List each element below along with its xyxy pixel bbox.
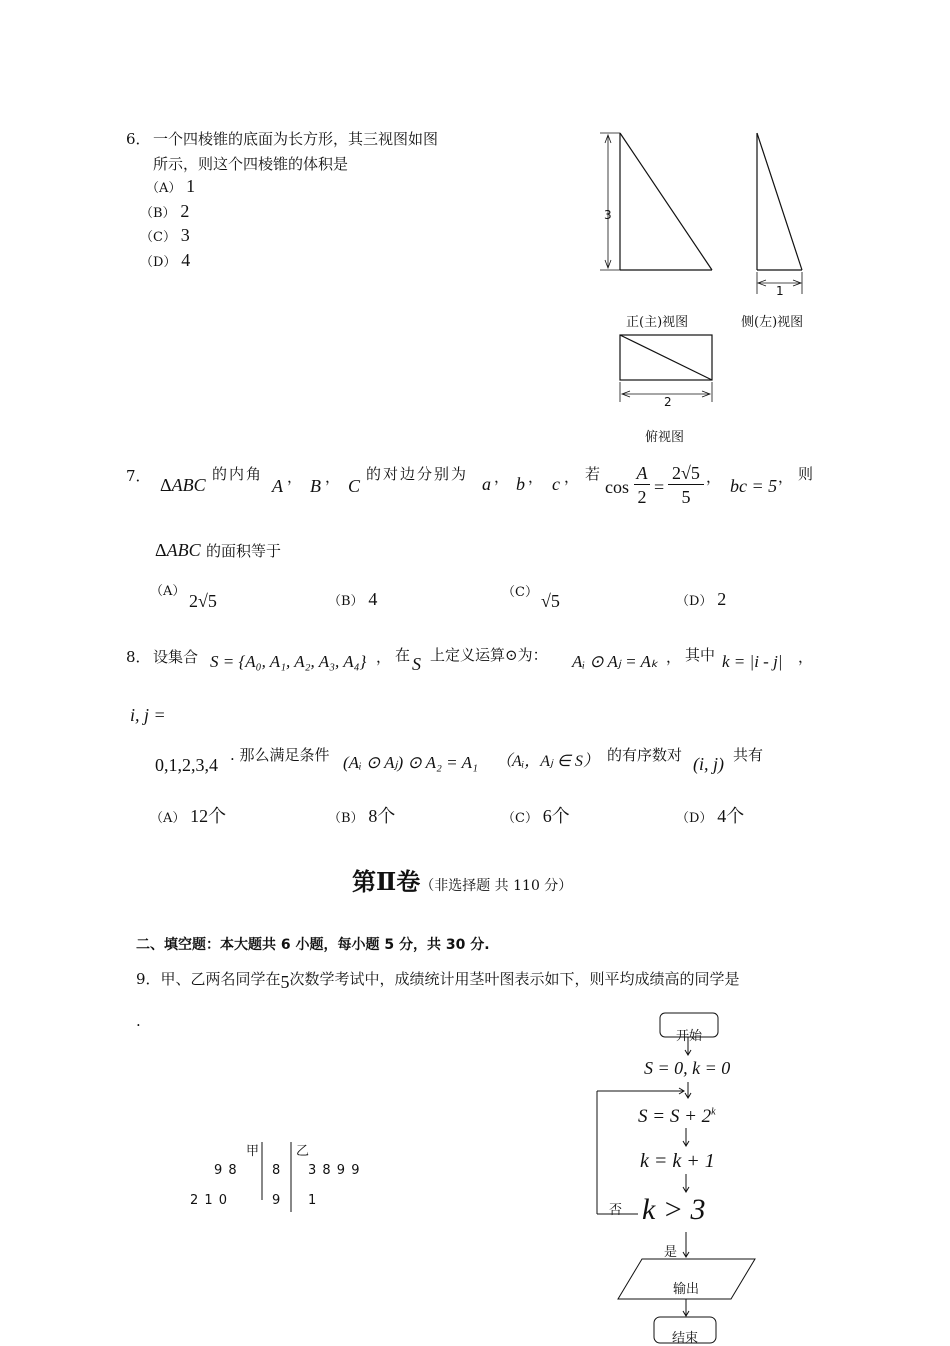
stemleaf-row2-stem: 9 [272,1193,281,1208]
option-label: （A） [146,181,182,196]
option-label: （D） [676,811,713,826]
option-value: 4 [368,589,378,609]
q7-comma: ， [325,468,341,486]
q7-angle-b: B [310,476,321,496]
stemleaf-row2-left: 2 1 0 [190,1193,229,1208]
flowchart-step1-exp: k [711,1106,716,1118]
q7-comma: ， [778,468,794,486]
q8-op: Aᵢ ⊙ Aⱼ = Aₖ [572,652,659,671]
flowchart-no: 否 [609,1203,623,1218]
section2-subtitle: （非选择题 共 110 分） [420,878,573,894]
q9-period: . [136,1012,141,1030]
q8-text1: 设集合 [153,648,199,666]
flowchart-condition: k > 3 [642,1193,706,1226]
option-value: 8个 [368,806,396,826]
q7-comma: ， [494,468,510,486]
stemleaf-row2-right: 1 [308,1193,317,1208]
option-label: （C） [140,230,176,245]
flowchart-output: 输出 [673,1282,700,1297]
option-value: 3 [180,225,190,245]
front-view-label: 正(主)视图 [626,315,689,330]
q8-k: k = |i - j| [722,652,783,671]
option-label: （B） [140,206,176,221]
q7-line2-triangle: ΔABC [155,540,201,560]
frac-numerator: 2√5 [668,462,704,485]
q8-text5: . 那么满足条件 [230,746,330,764]
q7-comma: ， [564,468,580,486]
fill-in-heading: 二、填空题：本大题共 6 小题，每小题 5 分，共 30 分. [136,937,490,953]
option-label: （B） [328,811,364,826]
q8-comma: ， [376,648,392,666]
top-view-label: 俯视图 [645,430,685,445]
q8-text2: 在 [395,646,411,664]
side-width-dim: 1 [776,284,784,298]
q8-condition: (Aᵢ ⊙ Aⱼ) ⊙ A₂ = A₁ [343,753,478,772]
option-value: 6个 [542,806,570,826]
q7-bc: bc = 5 [730,476,778,496]
q7-line2: 的面积等于 [206,542,282,560]
option-value: 12个 [190,806,227,826]
q7-side-c: c [552,474,560,494]
flowchart-init: S = 0, k = 0 [644,1058,731,1078]
q8-comma: ， [666,648,682,666]
stemleaf-row1-left: 9 8 [214,1163,238,1178]
option-value: 4个 [717,806,745,826]
q8-pair: (i, j) [693,754,724,774]
stemleaf-head-left: 甲 [246,1144,260,1159]
top-width-dim: 2 [664,395,672,409]
option-value: 2 [717,589,727,609]
q7-cos: cos [605,477,629,497]
front-height-dim: 3 [604,208,612,222]
option-label: （B） [328,594,364,609]
q6-number: 6． [126,130,151,148]
section2-title: 第Ⅱ卷 [352,867,421,896]
flowchart-step2: k = k + 1 [640,1150,715,1172]
q8-ij: i, j = [130,705,166,725]
q7-angle-c: C [348,476,361,496]
frac-denominator: 2 [637,487,647,507]
stemleaf-row1-stem: 8 [272,1163,281,1178]
q7-comma: ， [706,468,722,486]
stemleaf-head-right: 乙 [296,1144,310,1159]
q8-text5-label: 那么满足条件 [239,746,330,764]
option-label: （C） [502,585,538,600]
q6-stem-line1: 一个四棱锥的底面为长方形，其三视图如图 [153,130,439,148]
q8-S: S [412,654,421,674]
q7-option-a-value: 2√5 [189,591,217,611]
frac-numerator: A [634,462,650,485]
q6-stem-line2: 所示，则这个四棱锥的体积是 [153,155,349,173]
q9-stem-part2: 次数学考试中，成绩统计用茎叶图表示如下，则平均成绩高的同学是 [289,970,740,988]
q7-text2: 的对边分别为 [366,465,469,483]
flowchart-end: 结束 [672,1331,699,1346]
q8-number: 8． [126,648,151,666]
flowchart-yes: 是 [664,1245,678,1260]
flowchart-step1-text: S = S + 2 [638,1106,712,1127]
q7-number: 7． [126,467,151,485]
option-value: 2 [180,201,190,221]
q7-option-c-value: √5 [541,591,560,611]
q7-equals: = [654,477,665,497]
flowchart-start: 开始 [676,1029,703,1044]
option-value: 4 [181,250,191,270]
q8-text6: 的有序数对 [607,746,683,764]
q8-text3: 上定义运算⊙为： [430,646,548,664]
frac-denominator: 5 [681,487,691,507]
q7-triangle: ΔABC [160,475,206,495]
option-label: （D） [140,255,177,270]
flowchart-step1 [638,1106,716,1128]
q7-text4: 则 [798,465,814,483]
q7-text1: 的内角 [212,465,264,483]
q8-set: S = {A₀, A₁, A₂, A₃, A₄} [210,652,367,671]
option-label: （C） [502,811,538,826]
stemleaf-row1-right: 3 8 9 9 [308,1163,361,1178]
q9-stem-part1: 9．甲、乙两名同学在 [136,970,281,988]
q8-comma: ， [798,648,814,666]
option-label: （D） [676,594,713,609]
q9-count: 5 [280,972,290,992]
side-view-label: 侧(左)视图 [741,315,804,330]
q7-angle-a: A [272,476,283,496]
q7-side-b: b [516,474,525,494]
q8-values: 0,1,2,3,4 [155,755,218,775]
q7-comma: ， [287,468,303,486]
option-label: （A） [150,584,186,599]
q8-text7: 共有 [733,746,764,764]
option-value: 1 [186,176,196,196]
q8-text4: 其中 [685,646,716,664]
q7-side-a: a [482,474,491,494]
q7-comma: ， [528,468,544,486]
q7-text3: 若 [585,465,601,483]
option-label: （A） [150,811,186,826]
q8-paren: （Aᵢ，Aⱼ ∈ S） [496,753,599,770]
